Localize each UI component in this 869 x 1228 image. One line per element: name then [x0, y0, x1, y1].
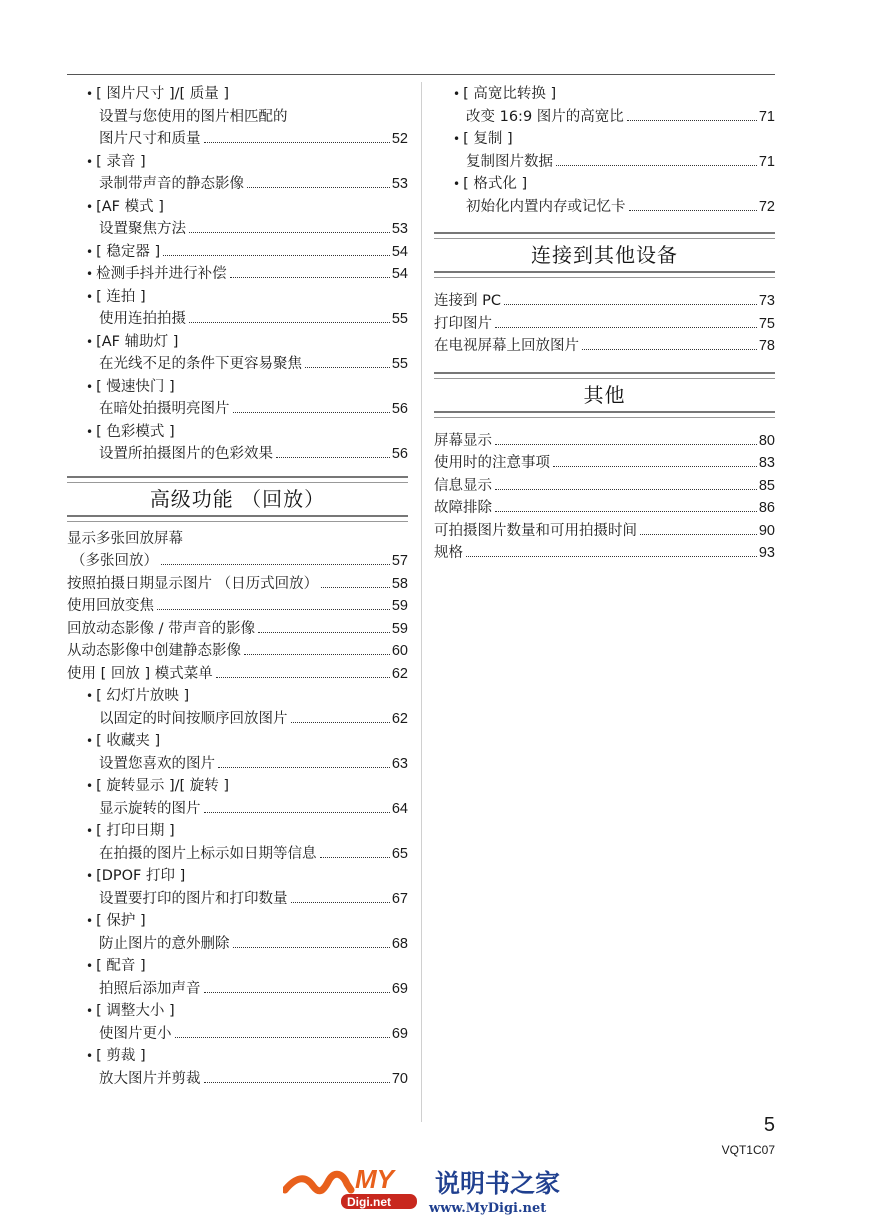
toc-entry-page: 69	[391, 980, 408, 997]
toc-entry-page: 73	[758, 293, 775, 309]
toc-entry-page: 60	[391, 643, 408, 659]
toc-entry-text: 使用时的注意事项	[434, 455, 550, 471]
section-heading: 连接到其他设备	[531, 243, 678, 267]
toc-entry-page: 55	[391, 311, 408, 327]
toc-entry	[67, 1023, 408, 1046]
toc-entry	[67, 421, 408, 444]
toc-entry-page: 56	[391, 401, 408, 417]
dot-leader	[321, 587, 390, 588]
toc-entry-page: 86	[758, 500, 775, 516]
toc-entry	[67, 865, 408, 888]
column-divider	[421, 82, 422, 1122]
toc-entry-page: 55	[391, 356, 408, 372]
dot-leader	[247, 187, 390, 188]
toc-entry-text: [ 收藏夹 ]	[96, 733, 161, 749]
toc-entry	[67, 820, 408, 843]
toc-entry-text: [ 调整大小 ]	[96, 1003, 175, 1019]
section-rule-top	[67, 476, 408, 483]
toc-entry-text: [ 幻灯片放映 ]	[96, 688, 190, 704]
toc-entry-text: 以固定的时间按顺序回放图片	[99, 710, 288, 727]
bullet-icon: •	[86, 267, 94, 281]
section-connect-devices	[434, 232, 775, 278]
toc-entry-text: 回放动态影像 / 带声音的影像	[67, 620, 256, 637]
watermark-title: 说明书之家	[435, 1169, 561, 1198]
bullet-icon: •	[86, 734, 94, 748]
bullet-icon: •	[86, 199, 94, 214]
toc-entry	[67, 685, 408, 708]
toc-entry-page: 53	[391, 176, 408, 192]
toc-entry-page: 59	[391, 620, 408, 637]
toc-entry	[434, 313, 775, 336]
toc-entry-text: 显示旋转的图片	[99, 800, 201, 817]
toc-entry-text: [ 高宽比转换 ]	[463, 86, 557, 102]
toc-list-right-b	[434, 290, 775, 358]
toc-entry	[434, 290, 775, 313]
toc-entry-page: 67	[391, 890, 408, 907]
dot-leader	[204, 1082, 390, 1083]
toc-entry-page: 65	[391, 845, 408, 862]
toc-entry-page: 57	[391, 553, 408, 569]
toc-entry-text: [ 复制 ]	[463, 131, 513, 147]
toc-entry-text: 规格	[434, 545, 463, 561]
dot-leader	[157, 609, 390, 610]
toc-entry-text: [AF 辅助灯 ]	[96, 333, 179, 350]
section-heading: 高级功能 （回放）	[149, 486, 326, 511]
watermark-url: www.MyDigi.net	[429, 1201, 547, 1216]
toc-entry	[434, 196, 775, 219]
toc-entry-text: 设置聚焦方法	[99, 221, 186, 237]
toc-entry-text: 录制带声音的静态影像	[99, 176, 244, 192]
toc-entry-text: [ 配音 ]	[96, 958, 146, 974]
bullet-icon: •	[86, 779, 94, 793]
toc-entry	[67, 775, 408, 798]
toc-entry-text: 放大图片并剪裁	[99, 1070, 201, 1087]
toc-entry	[434, 520, 775, 543]
toc-entry-text: [ 连拍 ]	[96, 288, 146, 305]
dot-leader	[189, 232, 390, 233]
watermark-swoosh	[285, 1174, 351, 1191]
toc-entry-text: 打印图片	[434, 315, 492, 332]
toc-entry-text: [ 录音 ]	[96, 153, 146, 170]
toc-entry	[434, 542, 775, 565]
toc-entry-text: [ 保护 ]	[96, 913, 146, 929]
section-rule-bottom	[67, 515, 408, 522]
dot-leader	[230, 277, 390, 278]
section-rule-bottom	[434, 411, 775, 418]
toc-entry-text: （多张回放）	[71, 553, 158, 569]
dot-leader	[163, 255, 390, 256]
toc-entry	[434, 452, 775, 475]
dot-leader	[189, 322, 390, 323]
bullet-icon: •	[86, 914, 94, 928]
page-number: 5	[763, 1114, 775, 1136]
toc-entry	[67, 151, 408, 174]
bullet-icon: •	[86, 424, 94, 439]
toc-entry-page: 70	[391, 1070, 408, 1087]
toc-entry-text: 检测手抖并进行补偿	[96, 266, 227, 282]
toc-entry-text: 在光线不足的条件下更容易聚焦	[99, 356, 302, 372]
toc-entry-text: 使图片更小	[99, 1025, 172, 1042]
bullet-icon: •	[453, 177, 461, 191]
toc-entry-text: 在电视屏幕上回放图片	[434, 338, 579, 354]
bullet-icon: •	[86, 379, 94, 394]
bullet-icon: •	[86, 1004, 94, 1018]
mydigi-watermark-logo	[283, 1160, 583, 1220]
toc-entry-text: [ 慢速快门 ]	[96, 378, 175, 395]
toc-entry-page: 83	[758, 455, 775, 471]
section-heading: 其他	[583, 382, 626, 407]
bullet-icon: •	[86, 1049, 94, 1063]
toc-entry	[67, 573, 408, 596]
toc-entry-text: 使用回放变焦	[67, 598, 154, 614]
toc-entry-text: 显示多张回放屏幕	[67, 530, 183, 547]
dot-leader	[218, 767, 390, 768]
dot-leader	[504, 304, 757, 305]
toc-entry-page: 71	[758, 153, 775, 170]
toc-entry-text: 初始化内置内存或记忆卡	[466, 198, 626, 215]
toc-entry	[67, 528, 408, 551]
toc-entry-page: 59	[391, 598, 408, 614]
dot-leader	[204, 812, 390, 813]
toc-entry	[67, 331, 408, 354]
toc-entry-text: 在暗处拍摄明亮图片	[99, 401, 230, 417]
toc-entry-page: 64	[391, 800, 408, 817]
toc-entry-text: [DPOF 打印 ]	[96, 868, 186, 884]
toc-entry	[434, 173, 775, 196]
toc-entry	[434, 151, 775, 174]
toc-entry	[434, 430, 775, 453]
toc-entry-page: 62	[391, 710, 408, 727]
toc-entry-page: 69	[391, 1025, 408, 1042]
toc-entry-text: 设置要打印的图片和打印数量	[99, 890, 288, 907]
bullet-icon: •	[86, 869, 94, 883]
dot-leader	[161, 564, 390, 565]
dot-leader	[175, 1037, 390, 1038]
toc-entry	[67, 286, 408, 309]
toc-entry	[434, 106, 775, 129]
bullet-icon: •	[86, 959, 94, 973]
toc-entry-page: 78	[758, 338, 775, 354]
dot-leader	[305, 367, 390, 368]
dot-leader	[627, 120, 757, 121]
toc-entry-text: 防止图片的意外删除	[99, 935, 230, 952]
section-playback-advanced	[67, 476, 408, 522]
toc-entry	[434, 128, 775, 151]
dot-leader	[553, 466, 757, 467]
dot-leader	[258, 632, 390, 633]
toc-entry	[67, 263, 408, 286]
section-rule-top	[434, 372, 775, 379]
toc-entry	[67, 308, 408, 331]
dot-leader	[495, 327, 757, 328]
toc-entry-page: 54	[391, 243, 408, 260]
toc-entry-text: 使用 [ 回放 ] 模式菜单	[67, 665, 213, 682]
bullet-icon: •	[453, 87, 461, 101]
toc-entry	[434, 335, 775, 358]
toc-entry-text: [ 格式化 ]	[463, 176, 528, 192]
toc-entry-page: 62	[391, 665, 408, 682]
toc-entry	[67, 218, 408, 241]
toc-entry	[67, 618, 408, 641]
bullet-icon: •	[86, 334, 94, 349]
toc-entry-page: 52	[391, 131, 408, 147]
toc-entry-text: 从动态影像中创建静态影像	[67, 643, 241, 659]
dot-leader	[629, 210, 757, 211]
dot-leader	[291, 722, 390, 723]
bullet-icon: •	[86, 689, 94, 703]
toc-entry	[67, 550, 408, 573]
toc-entry-page: 71	[758, 108, 775, 125]
toc-entry	[67, 1068, 408, 1091]
dot-leader	[204, 142, 390, 143]
toc-entry	[67, 128, 408, 151]
toc-entry	[67, 196, 408, 219]
dot-leader	[640, 534, 757, 535]
toc-entry	[67, 663, 408, 686]
toc-list-left-b	[67, 528, 408, 1091]
toc-entry-text: 屏幕显示	[434, 432, 492, 449]
toc-entry	[67, 708, 408, 731]
toc-list-left-a	[67, 83, 408, 466]
toc-entry-text: [AF 模式 ]	[96, 198, 164, 215]
toc-entry-text: 图片尺寸和质量	[99, 131, 201, 147]
dot-leader	[216, 677, 390, 678]
toc-entry-text: 设置与您使用的图片相匹配的	[99, 108, 288, 125]
toc-entry	[67, 1000, 408, 1023]
toc-entry-text: [ 旋转显示 ]/[ 旋转 ]	[96, 778, 230, 794]
bullet-icon: •	[86, 824, 94, 838]
toc-entry-page: 68	[391, 935, 408, 952]
toc-entry	[67, 106, 408, 129]
toc-entry	[67, 730, 408, 753]
toc-entry	[67, 83, 408, 106]
dot-leader	[556, 165, 757, 166]
toc-entry-text: 使用连拍拍摄	[99, 311, 186, 327]
toc-entry-page: 53	[391, 221, 408, 237]
toc-entry-page: 54	[391, 266, 408, 282]
toc-entry-text: 复制图片数据	[466, 153, 553, 170]
watermark-svg	[283, 1160, 583, 1220]
toc-entry	[67, 595, 408, 618]
toc-entry	[67, 955, 408, 978]
toc-entry	[67, 640, 408, 663]
dot-leader	[244, 654, 390, 655]
toc-entry	[67, 910, 408, 933]
toc-entry-text: 在拍摄的图片上标示如日期等信息	[99, 845, 317, 862]
bullet-icon: •	[86, 87, 94, 101]
toc-list-right-c	[434, 430, 775, 565]
toc-entry	[67, 888, 408, 911]
document-code: VQT1C07	[721, 1143, 775, 1157]
toc-entry-text: [ 打印日期 ]	[96, 823, 175, 839]
right-column	[434, 83, 775, 565]
toc-entry	[67, 443, 408, 466]
toc-entry-page: 75	[758, 315, 775, 332]
toc-entry-text: 设置所拍摄图片的色彩效果	[99, 446, 273, 462]
toc-entry	[67, 241, 408, 264]
toc-entry	[67, 933, 408, 956]
bullet-icon: •	[86, 244, 94, 259]
toc-entry	[67, 753, 408, 776]
dot-leader	[582, 349, 757, 350]
toc-entry-text: [ 色彩模式 ]	[96, 423, 175, 440]
toc-entry-text: 设置您喜欢的图片	[99, 755, 215, 772]
top-rule	[67, 74, 775, 75]
bullet-icon: •	[86, 154, 94, 169]
section-rule-top	[434, 232, 775, 239]
toc-entry-text: 故障排除	[434, 500, 492, 516]
toc-entry	[434, 83, 775, 106]
toc-entry-text: [ 剪裁 ]	[96, 1048, 146, 1064]
toc-entry-page: 56	[391, 446, 408, 462]
dot-leader	[233, 947, 390, 948]
toc-entry-page: 72	[758, 198, 775, 215]
toc-entry-text: [ 稳定器 ]	[96, 243, 161, 260]
dot-leader	[276, 457, 390, 458]
toc-entry	[67, 1045, 408, 1068]
watermark-logo-text: MY	[355, 1164, 394, 1194]
toc-entry	[67, 798, 408, 821]
toc-entry-text: 拍照后添加声音	[99, 980, 201, 997]
toc-entry	[67, 978, 408, 1001]
dot-leader	[320, 857, 390, 858]
left-column	[67, 83, 408, 1090]
toc-entry-text: [ 图片尺寸 ]/[ 质量 ]	[96, 86, 230, 102]
toc-entry	[67, 173, 408, 196]
dot-leader	[495, 444, 757, 445]
section-rule-bottom	[434, 271, 775, 278]
toc-entry-page: 85	[758, 477, 775, 494]
toc-entry-page: 93	[758, 545, 775, 561]
toc-entry-text: 可拍摄图片数量和可用拍摄时间	[434, 522, 637, 539]
dot-leader	[204, 992, 390, 993]
toc-entry-text: 信息显示	[434, 477, 492, 494]
dot-leader	[233, 412, 390, 413]
toc-entry-page: 63	[391, 755, 408, 772]
section-others	[434, 372, 775, 418]
toc-entry	[434, 497, 775, 520]
bullet-icon: •	[453, 132, 461, 146]
toc-entry-text: 连接到 PC	[434, 293, 501, 309]
watermark-badge-text: Digi.net	[347, 1195, 391, 1209]
dot-leader	[466, 556, 757, 557]
dot-leader	[495, 511, 757, 512]
toc-entry-text: 改变 16:9 图片的高宽比	[466, 108, 624, 125]
toc-entry	[67, 376, 408, 399]
toc-entry	[434, 475, 775, 498]
toc-entry	[67, 398, 408, 421]
toc-entry-text: 按照拍摄日期显示图片 （日历式回放）	[67, 575, 319, 592]
toc-entry	[67, 843, 408, 866]
toc-entry-page: 80	[758, 432, 775, 449]
toc-entry-page: 58	[391, 575, 408, 592]
dot-leader	[291, 902, 390, 903]
toc-list-right-a	[434, 83, 775, 218]
toc-entry	[67, 353, 408, 376]
bullet-icon: •	[86, 289, 94, 304]
toc-entry-page: 90	[758, 522, 775, 539]
dot-leader	[495, 489, 757, 490]
